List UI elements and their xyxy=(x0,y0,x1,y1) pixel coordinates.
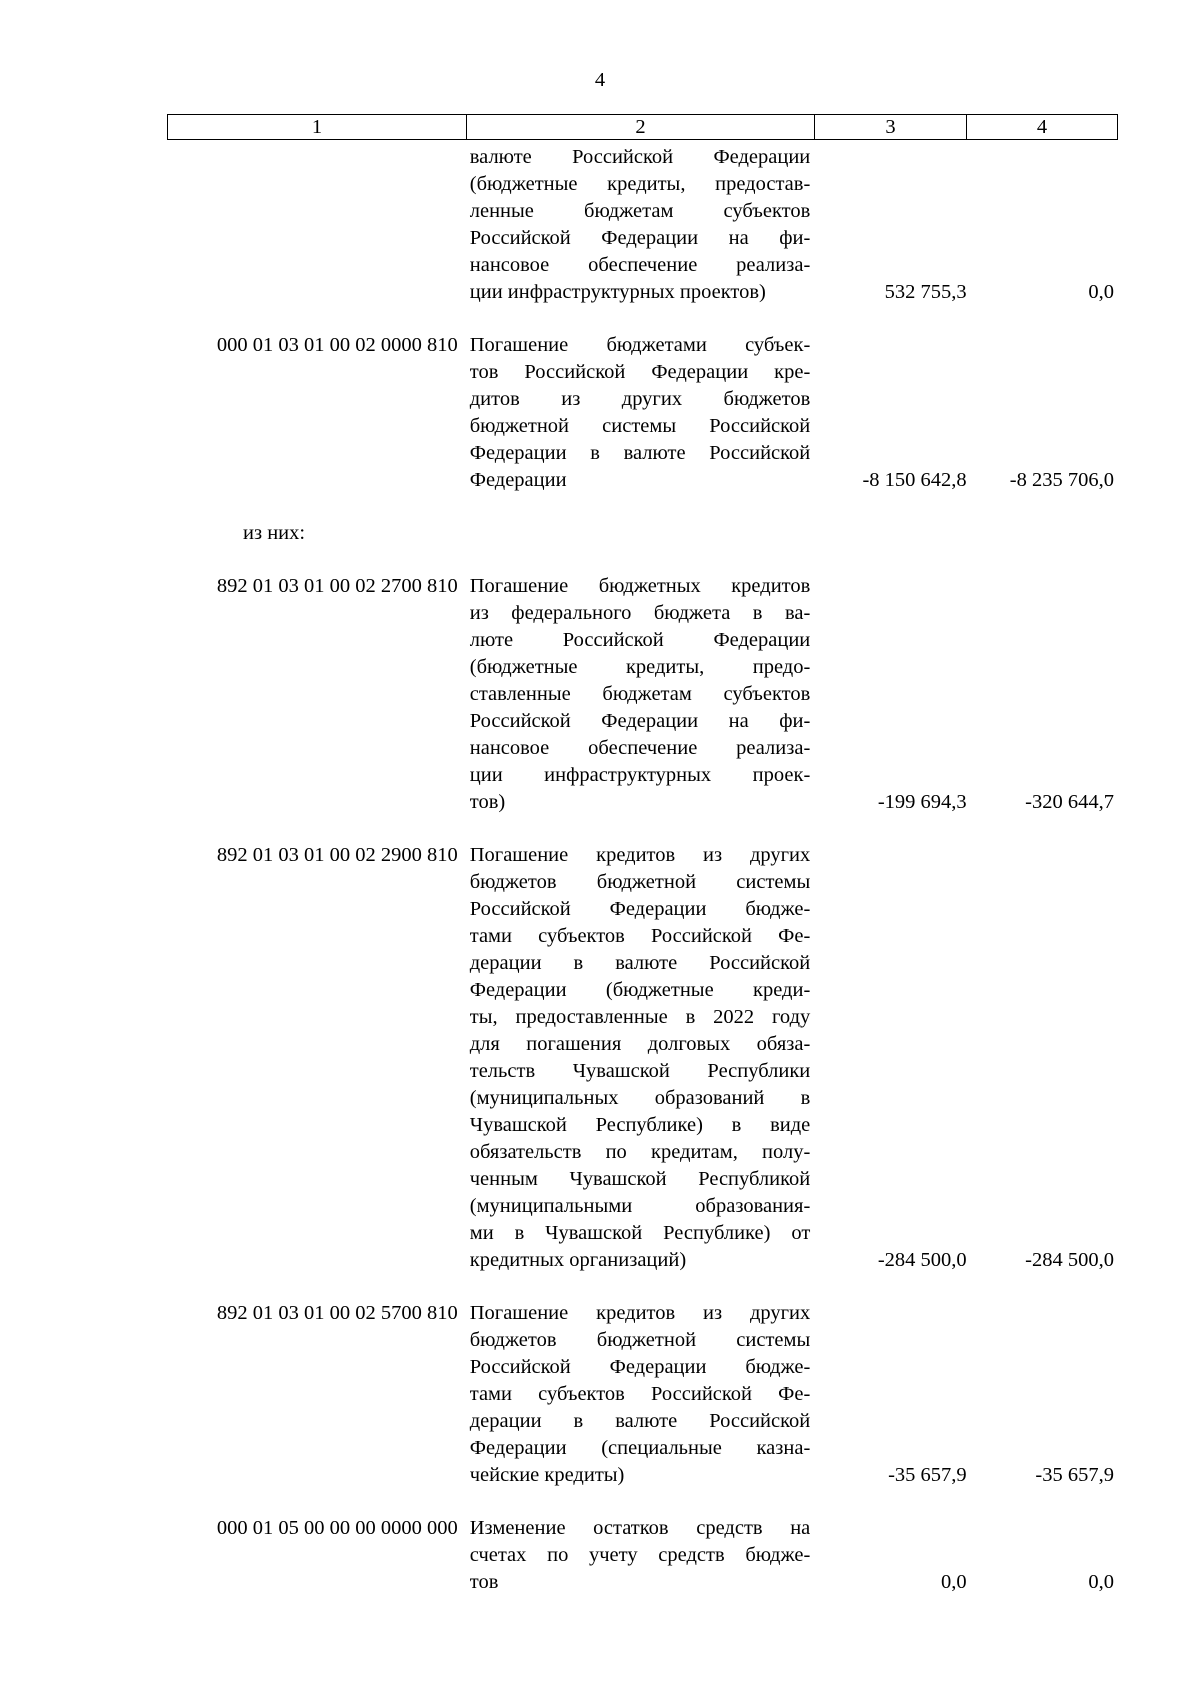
value-col-3: -199 694,3 xyxy=(877,791,967,813)
table-row xyxy=(167,1515,1118,1596)
description-line: дитов из других бюджетов xyxy=(469,388,811,410)
description-line: ми в Чувашской Республике) от xyxy=(469,1222,811,1244)
value-col-3: -8 150 642,8 xyxy=(862,469,967,491)
value-col-4: -284 500,0 xyxy=(1025,1249,1114,1271)
description-line: Погашение кредитов из других xyxy=(469,1302,811,1324)
description-line: бюджетов бюджетной системы xyxy=(469,871,811,893)
description-line: Чувашской Республике) в виде xyxy=(469,1114,811,1136)
description-line: из федерального бюджета в ва- xyxy=(469,602,811,624)
description-line: Погашение кредитов из других xyxy=(469,844,811,866)
description-line: Погашение бюджетных кредитов xyxy=(469,575,811,597)
description-line: ставленные бюджетам субъектов xyxy=(469,683,811,705)
description-line: (муниципальными образования- xyxy=(469,1195,811,1217)
value-col-3: -35 657,9 xyxy=(888,1464,967,1486)
budget-code: 000 01 03 01 00 02 0000 810 xyxy=(216,334,458,356)
table-row xyxy=(167,842,1118,1274)
row-description xyxy=(470,573,817,816)
description-line: дерации в валюте Российской xyxy=(469,1410,811,1432)
description-line: для погашения долговых обяза- xyxy=(469,1033,811,1055)
description-line: обязательств по кредитам, полу- xyxy=(469,1141,811,1163)
row-description xyxy=(470,1300,817,1489)
value-col-4: 0,0 xyxy=(1088,281,1114,303)
budget-code: 892 01 03 01 00 02 2900 810 xyxy=(216,844,458,866)
table-row xyxy=(167,573,1118,816)
table-header xyxy=(167,114,1118,140)
description-line: бюджетов бюджетной системы xyxy=(469,1329,811,1351)
row-description xyxy=(470,144,817,306)
description-line: тами субъектов Российской Фе- xyxy=(469,1383,811,1405)
row-description xyxy=(470,1515,817,1596)
description-line: Российской Федерации бюдже- xyxy=(469,1356,811,1378)
description-line: (бюджетные кредиты, предостав- xyxy=(469,173,811,195)
value-col-3: -284 500,0 xyxy=(877,1249,967,1271)
value-col-3: 0,0 xyxy=(941,1571,967,1593)
row-description xyxy=(470,842,817,1274)
table-row xyxy=(167,144,1118,306)
description-line: тельств Чувашской Республики xyxy=(469,1060,811,1082)
description-line: счетах по учету средств бюдже- xyxy=(469,1544,811,1566)
description-line: Федерации (специальные казна- xyxy=(469,1437,811,1459)
description-line: ции инфраструктурных проек- xyxy=(469,764,811,786)
description-line: Российской Федерации на фи- xyxy=(469,710,811,732)
value-col-4: -35 657,9 xyxy=(1035,1464,1114,1486)
description-line: тов) xyxy=(469,791,506,813)
description-line: бюджетной системы Российской xyxy=(469,415,811,437)
value-col-3: 532 755,3 xyxy=(884,281,967,303)
description-line: Российской Федерации на фи- xyxy=(469,227,811,249)
description-line: тов xyxy=(469,1571,499,1593)
header-col-2: 2 xyxy=(466,115,814,139)
description-line: Федерации xyxy=(469,469,567,491)
table-row xyxy=(167,332,1118,494)
header-col-4: 4 xyxy=(966,115,1117,139)
page-number: 4 xyxy=(594,69,606,91)
budget-code: 892 01 03 01 00 02 5700 810 xyxy=(216,1302,458,1324)
row-description xyxy=(470,332,817,494)
value-col-4: -320 644,7 xyxy=(1025,791,1114,813)
description-line: кредитных организаций) xyxy=(469,1249,687,1271)
subheading-label: из них: xyxy=(243,522,306,544)
description-line: Погашение бюджетами субъек- xyxy=(469,334,811,356)
description-line: тов Российской Федерации кре- xyxy=(469,361,811,383)
subheading-row xyxy=(167,520,1118,547)
budget-code: 892 01 03 01 00 02 2700 810 xyxy=(216,575,458,597)
header-col-3: 3 xyxy=(814,115,966,139)
description-line: Федерации (бюджетные креди- xyxy=(469,979,811,1001)
description-line: Российской Федерации бюдже- xyxy=(469,898,811,920)
description-line: нансовое обеспечение реализа- xyxy=(469,254,811,276)
description-line: дерации в валюте Российской xyxy=(469,952,811,974)
table-row xyxy=(167,1300,1118,1489)
description-line: ченным Чувашской Республикой xyxy=(469,1168,811,1190)
value-col-4: 0,0 xyxy=(1088,1571,1114,1593)
header-col-1: 1 xyxy=(311,116,323,138)
description-line: ленные бюджетам субъектов xyxy=(469,200,811,222)
description-line: Федерации в валюте Российской xyxy=(469,442,811,464)
description-line: люте Российской Федерации xyxy=(469,629,811,651)
description-line: (муниципальных образований в xyxy=(469,1087,811,1109)
description-line: нансовое обеспечение реализа- xyxy=(469,737,811,759)
description-line: ции инфраструктурных проектов) xyxy=(469,281,766,303)
description-line: чейские кредиты) xyxy=(469,1464,625,1486)
description-line: (бюджетные кредиты, предо- xyxy=(469,656,811,678)
description-line: ты, предоставленные в 2022 году xyxy=(469,1006,811,1028)
description-line: тами субъектов Российской Фе- xyxy=(469,925,811,947)
description-line: Изменение остатков средств на xyxy=(469,1517,811,1539)
value-col-4: -8 235 706,0 xyxy=(1009,469,1114,491)
budget-code: 000 01 05 00 00 00 0000 000 xyxy=(216,1517,458,1539)
table-body xyxy=(167,144,1118,1622)
description-line: валюте Российской Федерации xyxy=(469,146,811,168)
